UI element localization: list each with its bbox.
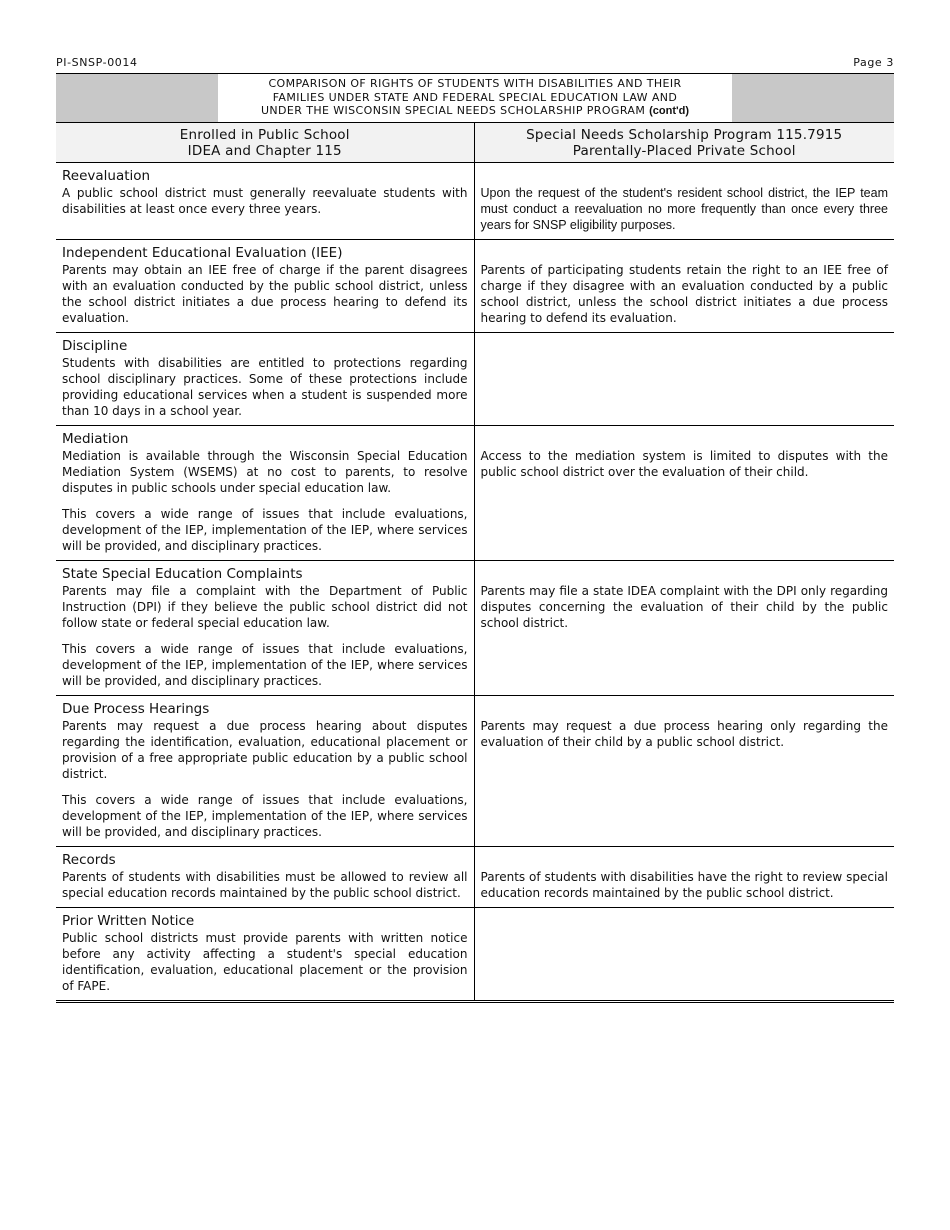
title-line-1: COMPARISON OF RIGHTS OF STUDENTS WITH DISABILITIES AND THEIR: [268, 77, 682, 91]
public-school-text: Parents may file a complaint with the Department of Public Instruction (DPI) if they believe the public school district did not follow state or federal special education law.: [62, 584, 468, 630]
public-school-text: Parents may request a due process hearing about disputes regarding the identification, evaluation, educational placement or provision of a free appropriate public education by a public school district.: [62, 719, 468, 781]
section-title: Due Process Hearings: [62, 701, 210, 717]
public-school-text: This covers a wide range of issues that include evaluations, development of the IEP, implementation of the IEP, where services will be provided, and disciplinary practices.: [62, 793, 468, 839]
title-band: [56, 73, 894, 123]
table-row: [56, 847, 894, 908]
public-school-text: Students with disabilities are entitled to protections regarding school disciplinary practices. Some of these protections include providing educational services when a student is suspended more than 10 days in a school year.: [62, 356, 468, 418]
column-header-public-school: [56, 123, 474, 163]
public-school-text: This covers a wide range of issues that include evaluations, development of the IEP, implementation of the IEP, where services will be provided, and disciplinary practices.: [62, 642, 468, 688]
section-title: Reevaluation: [62, 168, 151, 184]
public-school-text: A public school district must generally reevaluate students with disabilities at least once every three years.: [62, 186, 468, 216]
document-page: [56, 56, 894, 1003]
column-header-public-line2: IDEA and Chapter 115: [187, 143, 342, 159]
section-title: Discipline: [62, 338, 128, 354]
snsp-cell: [474, 696, 894, 847]
snsp-text: Upon the request of the student's resident school district, the IEP team must conduct a reevaluation no more frequently than once every three years for SNSP eligibility purposes.: [480, 186, 888, 232]
public-school-text: Parents of students with disabilities must be allowed to review all special education records maintained by the public school district.: [62, 870, 468, 900]
public-school-cell: [56, 426, 474, 561]
snsp-cell: [474, 847, 894, 908]
table-row: [56, 333, 894, 426]
public-school-text: This covers a wide range of issues that include evaluations, development of the IEP, implementation of the IEP, where services will be provided, and disciplinary practices.: [62, 507, 468, 553]
snsp-text: Parents may file a state IDEA complaint with the DPI only regarding disputes concerning the evaluation of their child by the public school district.: [480, 584, 888, 630]
table-row: [56, 163, 894, 240]
snsp-cell: [474, 561, 894, 696]
table-row: [56, 240, 894, 333]
section-title: Mediation: [62, 431, 129, 447]
title-band-left-shade: [56, 74, 218, 122]
public-school-cell: [56, 847, 474, 908]
table-row: [56, 561, 894, 696]
title-line-3: [218, 104, 732, 119]
snsp-cell: [474, 908, 894, 1001]
title-line-3-text: UNDER THE WISCONSIN SPECIAL NEEDS SCHOLARSHIP PROGRAM: [260, 104, 646, 118]
column-header-public-line1: Enrolled in Public School: [179, 127, 350, 143]
page-number: Page 3: [853, 56, 894, 69]
snsp-cell: [474, 426, 894, 561]
public-school-cell: [56, 333, 474, 426]
public-school-cell: [56, 561, 474, 696]
form-id: PI-SNSP-0014: [56, 56, 138, 69]
snsp-text: Access to the mediation system is limited to disputes with the public school district over the evaluation of their child.: [480, 449, 888, 479]
public-school-cell: [56, 240, 474, 333]
column-header-row: [56, 123, 894, 163]
title-line-2: FAMILIES UNDER STATE AND FEDERAL SPECIAL EDUCATION LAW AND: [272, 90, 678, 104]
public-school-text: Parents may obtain an IEE free of charge if the parent disagrees with an evaluation conducted by the public school district, unless the school district initiates a due process hearing to defend its evaluation.: [62, 263, 468, 325]
table-row: [56, 426, 894, 561]
comparison-table: [56, 123, 894, 1000]
column-header-snsp-line2: Parentally-Placed Private School: [572, 143, 796, 159]
title-contd: (cont'd): [649, 105, 690, 118]
document-title: [218, 74, 732, 122]
public-school-cell: [56, 163, 474, 240]
comparison-rows: [56, 163, 894, 1001]
public-school-text: Mediation is available through the Wisconsin Special Education Mediation System (WSEMS) at no cost to parents, to resolve disputes in public schools under special education law.: [62, 449, 468, 495]
public-school-cell: [56, 908, 474, 1001]
public-school-text: Public school districts must provide parents with written notice before any activity affecting a student's special education identification, evaluation, educational placement or the provision of FAPE.: [62, 931, 468, 993]
section-title: Independent Educational Evaluation (IEE): [62, 245, 343, 261]
snsp-cell: [474, 333, 894, 426]
table-row: [56, 908, 894, 1001]
page-header: [56, 56, 894, 73]
snsp-cell: [474, 163, 894, 240]
title-band-right-shade: [732, 74, 894, 122]
snsp-text: Parents may request a due process hearing only regarding the evaluation of their child by a public school district.: [480, 719, 888, 749]
section-title: Records: [62, 852, 116, 868]
section-title: Prior Written Notice: [62, 913, 195, 929]
column-header-snsp: [474, 123, 894, 163]
snsp-cell: [474, 240, 894, 333]
table-bottom-rule: [56, 1000, 894, 1003]
section-title: State Special Education Complaints: [62, 566, 303, 582]
public-school-cell: [56, 696, 474, 847]
table-row: [56, 696, 894, 847]
snsp-text: Parents of students with disabilities have the right to review special education records maintained by the public school district.: [480, 870, 888, 900]
column-header-snsp-line1: Special Needs Scholarship Program 115.7915: [526, 127, 843, 143]
snsp-text: Parents of participating students retain the right to an IEE free of charge if they disagree with an evaluation conducted by a public school district, unless the school district initiates a due process hearing to defend its evaluation.: [480, 263, 888, 325]
